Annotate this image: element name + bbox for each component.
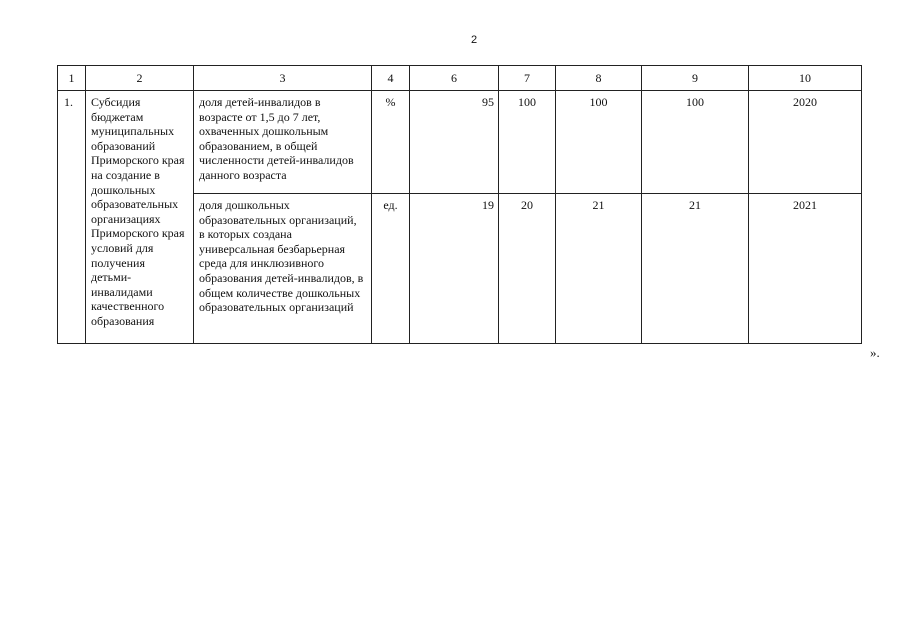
row-number: 1. <box>58 91 86 344</box>
header-cell: 9 <box>642 66 749 91</box>
header-cell: 2 <box>86 66 194 91</box>
value-col9: 21 <box>642 194 749 344</box>
table-header-row <box>58 66 862 91</box>
indicator-unit: ед. <box>372 194 410 344</box>
table-row <box>58 91 862 194</box>
value-col7: 100 <box>499 91 556 194</box>
page-number: 2 <box>470 34 478 46</box>
value-col10: 2020 <box>749 91 862 194</box>
indicator-unit: % <box>372 91 410 194</box>
header-cell: 7 <box>499 66 556 91</box>
value-col9: 100 <box>642 91 749 194</box>
header-cell: 1 <box>58 66 86 91</box>
header-cell: 10 <box>749 66 862 91</box>
header-cell: 4 <box>372 66 410 91</box>
closing-quote-mark: ». <box>870 345 880 360</box>
value-col6: 19 <box>410 194 499 344</box>
indicator-name: доля дошкольных образовательных организаций, в которых создана универсальная безбарьерная среда для инклюзивного образования детей-инвалидов, в общем количестве дошкольных образовательных организаций <box>194 194 372 344</box>
value-col8: 21 <box>556 194 642 344</box>
indicator-name: доля детей-инвалидов в возрасте от 1,5 до 7 лет, охваченных дошкольным образованием, в общей численности детей-инвалидов данного возраста <box>194 91 372 194</box>
header-cell: 3 <box>194 66 372 91</box>
value-col8: 100 <box>556 91 642 194</box>
measure-name: Субсидия бюджетам муниципальных образований Приморского края на создание в дошкольных образовательных организациях Приморского края условий для получения детьми-инвалидами качественного образования <box>86 91 194 344</box>
header-cell: 8 <box>556 66 642 91</box>
indicators-table <box>57 65 862 344</box>
value-col10: 2021 <box>749 194 862 344</box>
value-col6: 95 <box>410 91 499 194</box>
header-cell: 6 <box>410 66 499 91</box>
value-col7: 20 <box>499 194 556 344</box>
